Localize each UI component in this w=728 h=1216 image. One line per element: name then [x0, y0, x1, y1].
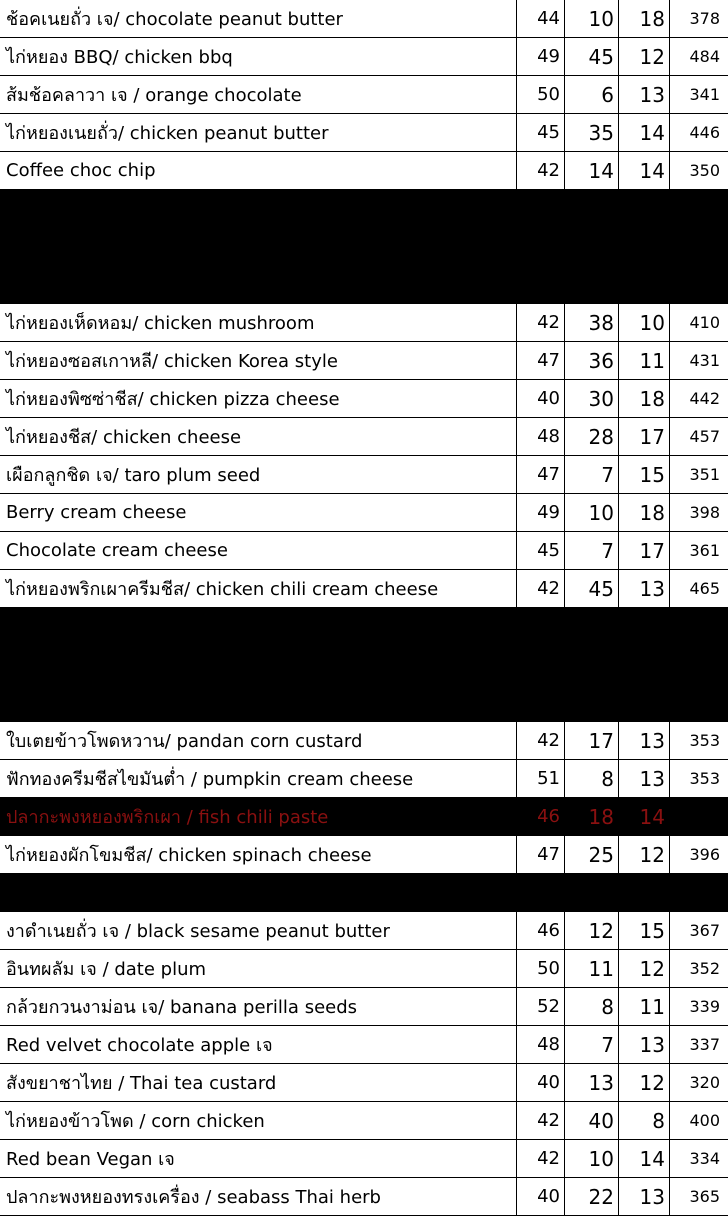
table-row	[0, 1178, 728, 1216]
value-col-4: 446	[689, 123, 720, 142]
value-col-1: 42	[517, 304, 565, 341]
value-col-2: 30	[565, 380, 619, 417]
item-name: ปลากะพงหยองทรงเครื่อง / seabass Thai herb	[0, 1178, 517, 1215]
table-row	[0, 836, 728, 874]
value-col-3: 14	[619, 114, 670, 151]
value-col-1: 47	[517, 342, 565, 379]
value-col-3: 17	[619, 418, 670, 455]
value-col-1: 46	[517, 798, 565, 835]
item-name: ส้มช้อคลาวา เจ / orange chocolate	[0, 76, 517, 113]
value-col-3: 14	[619, 152, 670, 189]
value-col-2: 7	[565, 1026, 619, 1063]
value-col-2: 17	[565, 722, 619, 759]
item-name: ช้อคเนยถั่ว เจ/ chocolate peanut butter	[0, 0, 517, 37]
value-col-3: 10	[619, 304, 670, 341]
value-col-1: 48	[517, 418, 565, 455]
item-name: Coffee choc chip	[0, 152, 517, 189]
value-col-3: 8	[619, 1102, 670, 1139]
value-col-1: 52	[517, 988, 565, 1025]
value-col-2: 40	[565, 1102, 619, 1139]
value-col-2: 35	[565, 114, 619, 151]
value-col-2: 36	[565, 342, 619, 379]
value-col-1: 50	[517, 950, 565, 987]
value-col-2: 28	[565, 418, 619, 455]
value-col-3: 12	[619, 38, 670, 75]
value-col-1: 45	[517, 114, 565, 151]
item-name: ไก่หยองซอสเกาหลี/ chicken Korea style	[0, 342, 517, 379]
table-row	[0, 1026, 728, 1064]
value-col-4: 352	[689, 959, 720, 978]
value-col-3: 15	[619, 456, 670, 493]
value-col-1: 49	[517, 494, 565, 531]
value-col-1: 42	[517, 152, 565, 189]
table-row	[0, 152, 728, 190]
value-col-2: 25	[565, 836, 619, 873]
value-col-2: 10	[565, 0, 619, 37]
value-col-4: 378	[689, 9, 720, 28]
value-col-4: 442	[689, 389, 720, 408]
table-row	[0, 1064, 728, 1102]
value-col-4	[670, 798, 728, 835]
value-col-3: 12	[619, 836, 670, 873]
value-col-3: 12	[619, 1064, 670, 1101]
value-col-1: 51	[517, 760, 565, 797]
value-col-2: 12	[565, 912, 619, 949]
value-col-3: 12	[619, 950, 670, 987]
value-col-1: 42	[517, 1102, 565, 1139]
table-row	[0, 380, 728, 418]
value-col-3: 13	[619, 570, 670, 607]
value-col-1: 47	[517, 456, 565, 493]
item-name: งาดำเนยถั่ว เจ / black sesame peanut butter	[0, 912, 517, 949]
value-col-3: 18	[619, 380, 670, 417]
value-col-4: 339	[689, 997, 720, 1016]
item-name: Red velvet chocolate apple เจ	[0, 1026, 517, 1063]
value-col-3: 17	[619, 532, 670, 569]
table-row	[0, 912, 728, 950]
value-col-1: 46	[517, 912, 565, 949]
table-row	[0, 76, 728, 114]
value-col-2: 14	[565, 152, 619, 189]
item-name: อินทผลัม เจ / date plum	[0, 950, 517, 987]
table-row	[0, 418, 728, 456]
table-row	[0, 950, 728, 988]
table-row	[0, 342, 728, 380]
redaction-bar	[0, 190, 728, 304]
value-col-2: 45	[565, 38, 619, 75]
item-name: ไก่หยองข้าวโพด / corn chicken	[0, 1102, 517, 1139]
value-col-2: 13	[565, 1064, 619, 1101]
value-col-3: 14	[619, 1140, 670, 1177]
value-col-3: 18	[619, 494, 670, 531]
value-col-3: 13	[619, 1178, 670, 1215]
value-col-3: 18	[619, 0, 670, 37]
item-name: ไก่หยองชีส/ chicken cheese	[0, 418, 517, 455]
item-name: เผือกลูกชิด เจ/ taro plum seed	[0, 456, 517, 493]
value-col-4: 320	[689, 1073, 720, 1092]
value-col-1: 49	[517, 38, 565, 75]
redaction-bar	[0, 874, 728, 912]
value-col-4: 334	[689, 1149, 720, 1168]
value-col-4: 361	[689, 541, 720, 560]
value-col-1: 40	[517, 1178, 565, 1215]
value-col-2: 7	[565, 456, 619, 493]
value-col-4: 353	[689, 769, 720, 788]
table-row	[0, 456, 728, 494]
redaction-bar	[0, 608, 728, 722]
value-col-4: 396	[689, 845, 720, 864]
value-col-1: 40	[517, 1064, 565, 1101]
table-row	[0, 722, 728, 760]
value-col-4: 350	[689, 161, 720, 180]
value-col-4: 367	[689, 921, 720, 940]
table-row	[0, 304, 728, 342]
item-name: ไก่หยองเห็ดหอม/ chicken mushroom	[0, 304, 517, 341]
value-col-1: 42	[517, 570, 565, 607]
value-col-4: 365	[689, 1187, 720, 1206]
table-row	[0, 1140, 728, 1178]
value-col-2: 38	[565, 304, 619, 341]
value-col-4: 337	[689, 1035, 720, 1054]
table-row	[0, 494, 728, 532]
table-row	[0, 1102, 728, 1140]
value-col-3: 13	[619, 76, 670, 113]
value-col-3: 13	[619, 722, 670, 759]
item-name: Red bean Vegan เจ	[0, 1140, 517, 1177]
value-col-3: 13	[619, 760, 670, 797]
table-row	[0, 532, 728, 570]
value-col-1: 50	[517, 76, 565, 113]
value-col-1: 45	[517, 532, 565, 569]
value-col-2: 18	[565, 798, 619, 835]
value-col-3: 14	[619, 798, 670, 835]
value-col-4: 457	[689, 427, 720, 446]
item-name: ไก่หยองผักโขมชีส/ chicken spinach cheese	[0, 836, 517, 873]
value-col-3: 15	[619, 912, 670, 949]
table-row	[0, 760, 728, 798]
table-row	[0, 0, 728, 38]
item-name: ไก่หยองพิซซ่าชีส/ chicken pizza cheese	[0, 380, 517, 417]
value-col-2: 22	[565, 1178, 619, 1215]
value-col-2: 8	[565, 760, 619, 797]
item-name: ไก่หยองเนยถั่ว/ chicken peanut butter	[0, 114, 517, 151]
value-col-4: 410	[689, 313, 720, 332]
value-col-4: 465	[689, 579, 720, 598]
value-col-4: 353	[689, 731, 720, 750]
value-col-4: 341	[689, 85, 720, 104]
table-row	[0, 570, 728, 608]
value-col-4: 431	[689, 351, 720, 370]
value-col-2: 45	[565, 570, 619, 607]
table-row	[0, 988, 728, 1026]
value-col-4: 351	[689, 465, 720, 484]
table-row	[0, 38, 728, 76]
value-col-2: 8	[565, 988, 619, 1025]
value-col-2: 11	[565, 950, 619, 987]
item-name: Chocolate cream cheese	[0, 532, 517, 569]
value-col-1: 47	[517, 836, 565, 873]
value-col-3: 11	[619, 988, 670, 1025]
value-col-1: 42	[517, 1140, 565, 1177]
value-col-1: 40	[517, 380, 565, 417]
item-name: ฟักทองครีมชีสไขมันต่ำ / pumpkin cream cheese	[0, 760, 517, 797]
item-name: ไก่หยองพริกเผาครีมชีส/ chicken chili cream cheese	[0, 570, 517, 607]
value-col-1: 42	[517, 722, 565, 759]
item-name: กล้วยกวนงาม่อน เจ/ banana perilla seeds	[0, 988, 517, 1025]
value-col-3: 11	[619, 342, 670, 379]
value-col-4: 400	[689, 1111, 720, 1130]
item-name: Berry cream cheese	[0, 494, 517, 531]
value-col-2: 6	[565, 76, 619, 113]
value-col-2: 7	[565, 532, 619, 569]
value-col-1: 44	[517, 0, 565, 37]
value-col-4: 398	[689, 503, 720, 522]
item-name: ไก่หยอง BBQ/ chicken bbq	[0, 38, 517, 75]
table-row	[0, 114, 728, 152]
value-col-4: 484	[689, 47, 720, 66]
item-name: สังขยาชาไทย / Thai tea custard	[0, 1064, 517, 1101]
value-col-2: 10	[565, 1140, 619, 1177]
value-col-1: 48	[517, 1026, 565, 1063]
table-row-highlighted	[0, 798, 728, 836]
value-col-3: 13	[619, 1026, 670, 1063]
item-name: ปลากะพงหยองพริกเผา / fish chili paste	[0, 798, 517, 835]
value-col-2: 10	[565, 494, 619, 531]
item-name: ใบเตยข้าวโพดหวาน/ pandan corn custard	[0, 722, 517, 759]
